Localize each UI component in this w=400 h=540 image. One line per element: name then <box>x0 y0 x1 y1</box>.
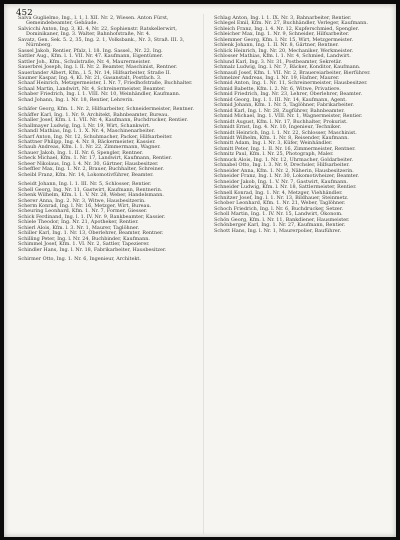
directory-entry: Schell Georg, Ing. Nr. 11, Gastwirt, Kaufmann, Rentnerin. <box>18 186 163 193</box>
directory-entry: Schmuck Alois, Ing. 1. Nr. 12, Uhrmacher, Goldarbeiter. <box>214 156 354 163</box>
directory-entry: Scharf Anton, Ing. Nr. 12, Schuhmacher, Packer, Hilfsarbeiter. <box>18 133 173 140</box>
directory-entry: Schnabel Otto, Ing. l. 3. Nr. 9, Drechsler, Hilfsarbeiter. <box>214 162 350 169</box>
directory-entry: Schmid Babette, Kfm. l. 2. Nr. 6, Witwe, Privatiere. <box>214 85 341 92</box>
directory-entry: Schmid Friedrich, Ing. Nr. 23, Lehrer, Oberlehrer, Beamter. <box>214 91 362 98</box>
directory-entry: Schlemmer Georg, Kfm. l. Nr. 15, Wirt, Metzgermeister. <box>214 36 354 43</box>
directory-entry: Schauer Jakob, Ing. 1. II. Nr. 6, Spengler, Rentner. <box>18 149 144 156</box>
directory-entry: Schimmel Josef, Kfm. 1. VI. Nr. 2, Sattler, Tapezierer. <box>18 241 150 248</box>
directory-entry: Schmitt Adam, Ing. l. Nr. 3, Küfer, Weinhändler. <box>214 140 333 147</box>
directory-entry: Sassel Jakob, Rentier, Pfalz, l. 18. Ing. Sassel., Nr. 22. Ing. <box>18 47 163 54</box>
directory-entry: Schmidt Ernst, Ing. 4. Nr. 10, Ingenieur, Techniker. <box>214 124 342 131</box>
directory-entry: Schlund Karl, Ing. 3. Nr. 31, Postbeamter, Sekretär. <box>214 58 342 65</box>
directory-entry: Schmid Michael, Ing. 1. VIII. Nr. 1, Wagnermeister, Rentier. <box>214 113 363 120</box>
directory-entry: Scheer Nikolaus, Ing. l. 4. Nr. 30, Gärtner, Hausbesitzer. <box>18 160 159 167</box>
directory-entry: Schattner Philipp, Ing. 4. Nr. 8, Bäckermeister, Kassier. <box>18 138 156 145</box>
directory-entry: Schallmayer Ludwig, Ing. l. Nr. 19, Wirt, Schankwirt. <box>18 122 151 129</box>
directory-entry: Schilling Peter, Ing. l. Nr. 24, Buchbinder, Kaufmann. <box>18 235 150 242</box>
directory-entry: Schönberger Karl, Ing. 1. Nr. 27, Kaufmann, Rentier. <box>214 222 346 229</box>
directory-entry: Schoch Friedrich, Ing. l. Nr. 6, Buchdrucker, Setzer. <box>214 205 344 212</box>
directory-entry: Sattler Aug., Kfm. l. 1. VII. Nr. 47. Kaufmann, Eigentümer. <box>18 53 163 60</box>
directory-entry: Schäffer Karl, Ing. 1. Nr. 9. Architekt, Bahnbeamter, Bureau. <box>18 111 169 118</box>
directory-entry: Scheibl Franz, Kfm. Nr. 14, Lokomotivführer, Beamter. <box>18 171 154 178</box>
directory-entry: Schmitt Peter, Ing. 1. II. Nr. 16, Zimmermeister, Rentner. <box>214 145 356 152</box>
directory-entry: Schneider Ludwig, Kfm. l. Nr. 18, Sattlermeister, Rentier. <box>214 184 357 191</box>
directory-entry: Sauerbrei Joseph, Ing. l. II. Nr. 2. Beamter, Maschinist, Rentner. <box>18 64 178 71</box>
directory-entry: Saumer Kaspar, Ing. 4, Kl. Nr. 21, Gasanstalt, Postfach. 3. <box>18 74 162 81</box>
directory-entry: Schmalz Ludwig, Ing. l. Nr. 7, Bäcker, Konditor, Kaufmann. <box>214 64 361 71</box>
directory-entry: Schneider Anna, Kfm. 1. Nr. 2, Näherin, Hausbesitzerin. <box>214 167 354 174</box>
directory-entry: Schlenk Johann, Ing. 1. II. Nr. 8, Gärtner, Rentner. <box>214 42 339 49</box>
directory-entry: Schnitzer Josef, Ing. l. 1. Nr. 13, Bildhauer, Steinmetz. <box>214 194 349 201</box>
directory-entry: Salva Guglielmo, Ing., l. 1, I. XII. Nr. 2, Wiesen. Anton Fürst, Gemeindebeamter, Gebäude. <box>18 15 169 27</box>
directory-entry: Schleicher Max, Ing. 1. Nr. 9, Schneider, Hilfsarbeiter. <box>214 31 350 38</box>
directory-entry: Schneider Franz, Ing. l. Nr. 30, Lokomotivheizer, Beamter. <box>214 173 359 180</box>
left-column <box>18 16 198 262</box>
directory-entry: Schaub Andreas, Kfm. l. 1. Nr. 22, Zimmermann, Wagner. <box>18 144 161 151</box>
directory-entry: Schmidt Wilhelm, Kfm. 1. Nr. 8, Reisender, Kaufmann. <box>214 134 349 141</box>
directory-entry: Schmidt Heinrich, Ing. l. 1. Nr. 22, Schlosser, Maschinist. <box>214 129 357 136</box>
directory-entry: Schmid Georg, Ing. l. 1. III. Nr. 14, Kaufmann, Agent. <box>214 96 347 103</box>
directory-entry: Scherm Konrad, Ing. l. Nr. 16, Metzger, Wirt, Bureau. <box>18 202 152 209</box>
directory-entry: Schlag Anton, Ing. l. 1. IX. Nr. 3, Bahnarbeiter, Rentier. <box>214 15 352 21</box>
directory-entry: Schaaf Heinrich, Metzgermeister, I. Nr. 7, Friedhofstraße, Buchhalter. <box>18 80 193 87</box>
directory-entry: Schlegel Emil, Kfm. Nr. 27, Buchhändler, Verleger, Kaufmann. <box>214 20 369 27</box>
directory-entry: Schott Hans, Ing. l. Nr. 1, Maurerpolier, Bauführer. <box>214 227 342 234</box>
directory-entry: Scheck Michael, Kfm. 1. Nr. 17, Landwirt, Kaufmann, Rentier. <box>18 155 172 162</box>
directory-entry: Scheidt Johann, Ing. l. 1. III. Nr. 5, Schlosser, Rentier. <box>18 181 152 188</box>
directory-entry: Schäfer Georg, Kfm. 1. Nr. 2, Hilfsarbeiter, Schneidermeister, Rentner. <box>18 106 194 113</box>
directory-entry: Schmid Johann, Kfm. 1. Nr. 5, Taglöhner, Fabrikarbeiter. <box>214 102 354 109</box>
directory-entry: Schirmer Otto, Ing. 1. Nr. 6, Ingenieur, Architekt. <box>18 256 141 263</box>
directory-entry: Schmitz Paul, Kfm. l. Nr. 25, Photograph, Maler. <box>214 151 334 158</box>
directory-entry: Scheffler Max, Ing. 1. Nr. 2, Brauer, Buchhalter, Schreiner. <box>18 166 164 173</box>
scanned-document-page <box>4 4 396 537</box>
directory-entry: Schnell Konrad, Ing. 1. Nr. 4, Metzger, Viehhändler. <box>214 189 343 196</box>
page-number: 452 <box>16 8 33 18</box>
directory-entry: Schaber Friedrich, Ing. l. 1. VIII. Nr. 10, Weinhändler, Kaufmann. <box>18 91 181 98</box>
directory-entry: Scherer Anna, Ing. 2. Nr. 3, Witwe, Hausbesitzerin. <box>18 197 146 204</box>
directory-entry: Salvicchi Anton, Ing. 3, Kl. 4, Nr. 22, Sophienstr. Ratskellerwirt, Dominikaner, Ing. 3. Walter, Bahnhofstraße, Nr. 4. <box>18 25 177 38</box>
directory-entry: Scholl Martin, Ing. 1. IV. Nr. 15, Landwirt, Ökonom. <box>214 211 343 218</box>
directory-entry: Schiele Theodor, Ing. Nr. 21, Apotheker, Rentier. <box>18 219 139 226</box>
directory-entry: Schmid Anton, Ing. 1. Nr. 11, Schreinermeister, Hausbesitzer. <box>214 80 368 87</box>
directory-entry: Sattler Joh., Kfm., Schulstraße, Nr. 4, Maurermeister. <box>18 58 151 65</box>
right-column <box>214 16 394 234</box>
directory-entry: Schleich Franz, Ing. l. 4. Nr. 12, Kupferschmied, Spengler. <box>214 25 359 32</box>
directory-entry: Savatz, Gen. Sek. 5. 2, 35, Ing. 2. 1, Volksbank., Nr. 3, Straß. III. 3, Nürnberg. <box>18 36 185 49</box>
directory-entry: Schön Georg, Kfm. l. Nr. 11, Bankdiener, Hausmeister. <box>214 216 350 223</box>
directory-entry: Schandl Mathias, Ing. l. 1. X. Nr. 4, Maschinenarbeiter. <box>18 128 156 135</box>
directory-entry: Schierl Alois, Kfm. l. 3. Nr. 1, Maurer, Taglöhner. <box>18 224 140 231</box>
directory-entry: Schober Leonhard, Kfm. 1. Nr. 21, Weber, Taglöhner. <box>214 200 346 207</box>
directory-entry: Schmidt August, Kfm. l. Nr. 17, Buchhalter, Prokurist. <box>214 118 348 125</box>
directory-entry: Schiller Karl, Ing. 1. Nr. 13, Oberlehrer, Beamter, Rentner. <box>18 230 164 237</box>
directory-entry: Schneider Jakob, Ing. 1. V. Nr. 7, Gastwirt, Kaufmann. <box>214 178 348 185</box>
directory-entry: Scheuring Leonhard, Kfm. 1. Nr. 7, Former, Giesser. <box>18 208 148 215</box>
column-gutter <box>203 14 204 534</box>
directory-entry: Schaal Martin, Landwirt, Nr. 4, Schreinermeister, Beamter. <box>18 85 166 92</box>
directory-entry: Sauerlander Albert, Kfm., l. 5, Nr. 14, Hilfsarbeiter, Straße II. <box>18 69 171 76</box>
directory-entry: Schenk Wilhelm, Kfm. l. 1. V. Nr. 28, Weber, Handelsmann. <box>18 192 164 199</box>
directory-entry: Schlosser Mathias, Kfm. l. 1. Nr. 4, Schmied, Landwirt. <box>214 53 351 60</box>
directory-entry: Schindler Hans, Ing. l. Nr. 18, Fabrikarbeiter, Hausbesitzer. <box>18 246 167 253</box>
directory-entry: Schad Johann, Ing. l. Nr. 18, Rentier, Lehrerin. <box>18 96 134 103</box>
directory-entry: Schmelzer Andreas, Ing. l. Nr. 19, Hafner, Maurer. <box>214 74 340 81</box>
directory-entry: Schaller Josef, Kfm. l. 1. VII. Nr. 4, Kaufmann, Buchdrucker, Rentier. <box>18 117 188 124</box>
directory-entry: Schick Ferdinand, Ing. l. 1. IV. Nr. 9, Bankbeamter, Kassier. <box>18 213 166 220</box>
directory-entry: Schmid Karl, Ing. l. Nr. 28, Zugführer, Bahnbeamter. <box>214 107 345 114</box>
directory-entry: Schlick Heinrich, Ing. Nr. 20, Mechaniker, Werkmeister. <box>214 47 354 54</box>
directory-entry: Schmauß Josef, Kfm. 1. VII. Nr. 2, Brauereiarbeiter, Bierführer. <box>214 69 371 76</box>
